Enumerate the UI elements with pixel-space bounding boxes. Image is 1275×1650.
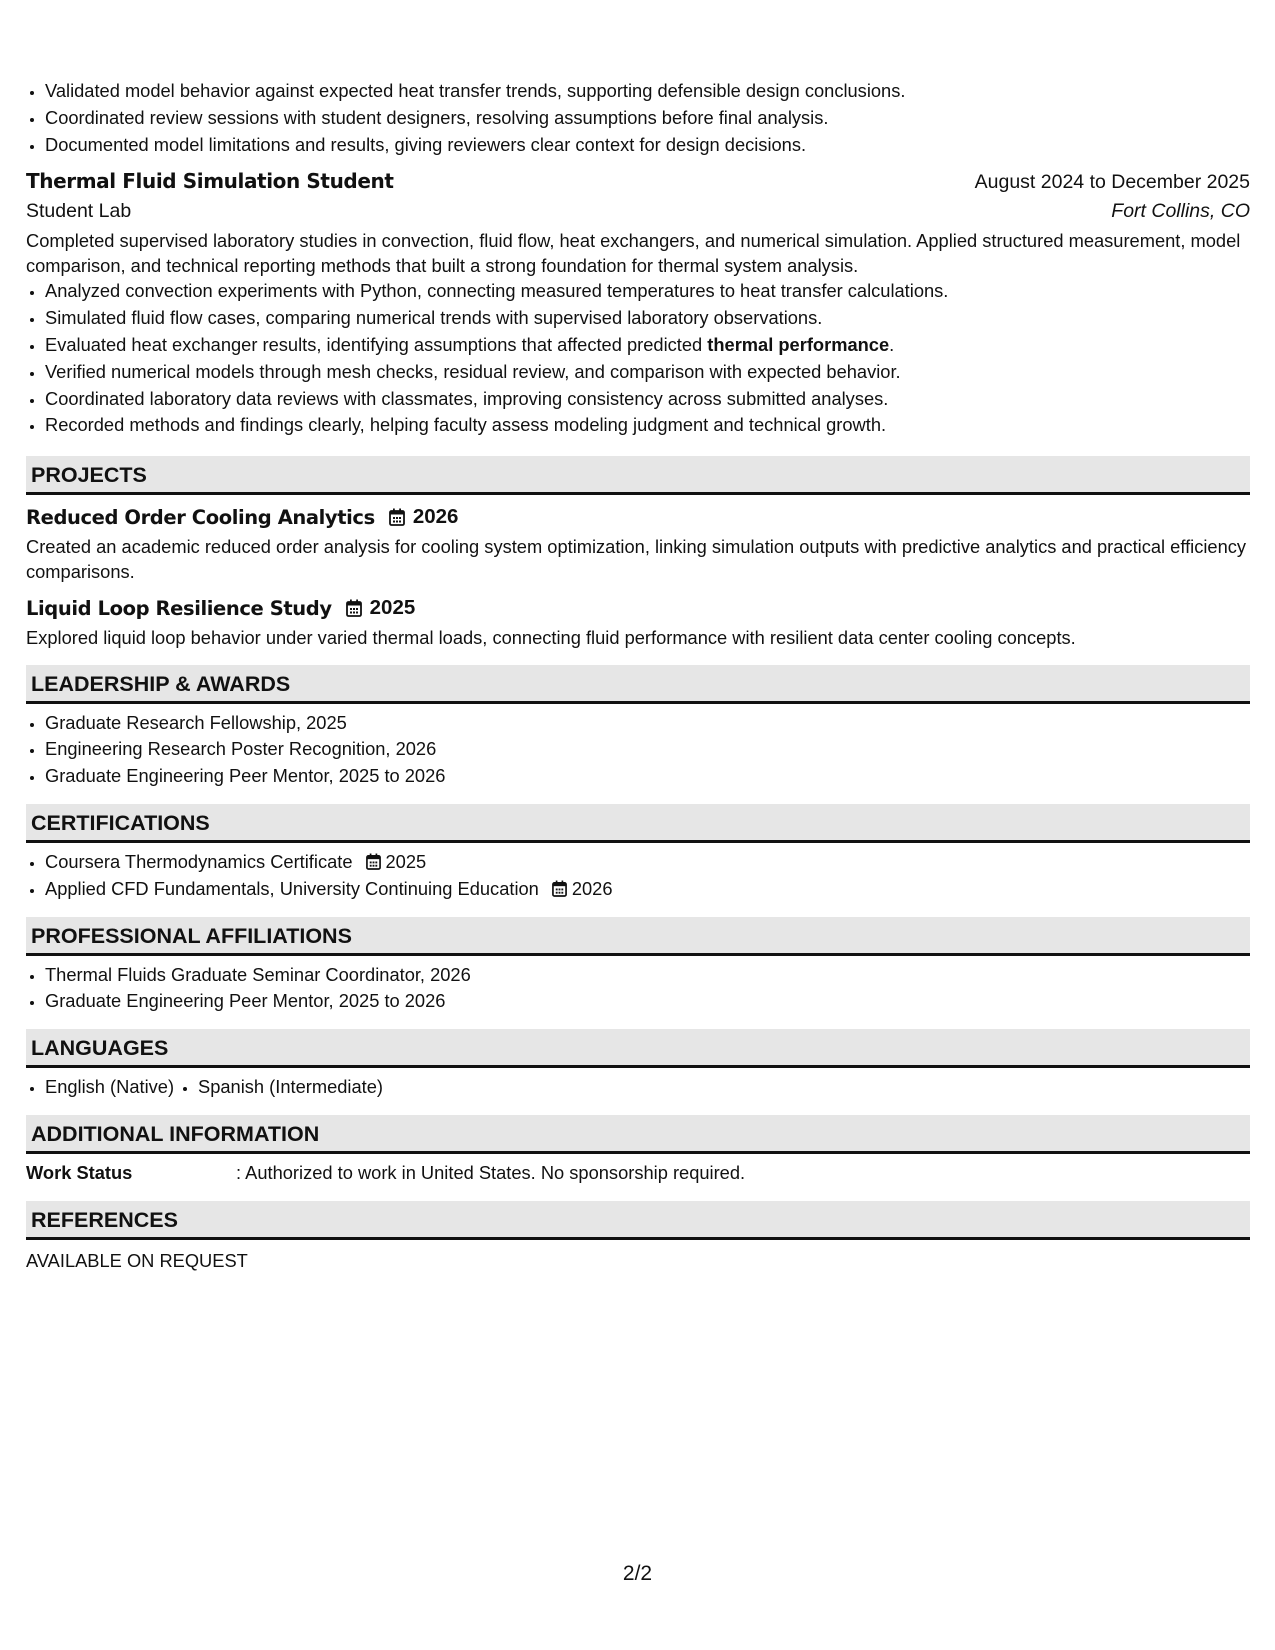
job-organization: Student Lab (26, 200, 132, 223)
list-item: • Graduate Research Fellowship, 2025 (45, 710, 1250, 737)
page-number: 2/2 (622, 1562, 653, 1585)
job-header (26, 169, 1250, 194)
work-status-label: Work Status (26, 1162, 133, 1184)
list-item-text: Evaluated heat exchanger results, identifying assumptions that affected predicted (45, 333, 708, 355)
project-entry (26, 505, 1250, 584)
list-item: • Analyzed convection experiments with Python, connecting measured temperatures to heat transfer calculations. (45, 278, 1250, 305)
list-item: • Coordinated review sessions with student designers, resolving assumptions before final analysis. (45, 105, 1250, 132)
certification-year: 2026 (571, 877, 613, 899)
certification-year: 2025 (385, 851, 427, 873)
list-item: • Simulated fluid flow cases, comparing numerical trends with supervised laboratory observations. (45, 305, 1250, 332)
certification-name: Coursera Thermodynamics Certificate (45, 851, 353, 873)
list-item: • Spanish (Intermediate) (198, 1074, 383, 1101)
job-summary: Completed supervised laboratory studies in convection, fluid flow, heat exchangers, and numerical simulation. Applied structured measurement, model comparison, and technical reporting methods that built a strong foundation for thermal system analysis. (26, 230, 1241, 276)
section-heading-additional-information: ADDITIONAL INFORMATION (26, 1115, 1250, 1154)
resume-page (26, 78, 1250, 1272)
section-heading-certifications: CERTIFICATIONS (26, 804, 1250, 843)
calendar-icon (389, 508, 405, 526)
list-item: • Documented model limitations and results, giving reviewers clear context for design decisions. (45, 132, 1250, 159)
project-name: Reduced Order Cooling Analytics (26, 505, 375, 529)
references-text: AVAILABLE ON REQUEST (26, 1250, 248, 1272)
experience-bullets-continued (26, 78, 1250, 158)
list-item: • Graduate Engineering Peer Mentor, 2025 to 2026 (45, 763, 1250, 790)
job-location: Fort Collins, CO (1111, 200, 1250, 223)
section-heading-references: REFERENCES (26, 1201, 1250, 1240)
list-item: • Verified numerical models through mesh checks, residual review, and comparison with expected behavior. (45, 359, 1250, 386)
list-item (45, 849, 1250, 876)
work-status-row (26, 1162, 1250, 1184)
project-year: 2025 (369, 596, 416, 620)
affiliations-list (26, 962, 1250, 1016)
list-item: • English (Native) (45, 1074, 174, 1101)
project-description: Created an academic reduced order analysis for cooling system optimization, linking simulation outputs with predictive analytics and practical efficiency comparisons. (26, 536, 1247, 582)
list-item (45, 332, 1250, 359)
list-item: • Engineering Research Poster Recognition, 2026 (45, 736, 1250, 763)
section-heading-languages: LANGUAGES (26, 1029, 1250, 1068)
list-item: • Graduate Engineering Peer Mentor, 2025 to 2026 (45, 988, 1250, 1015)
project-header (26, 505, 1250, 529)
project-header (26, 596, 1250, 620)
project-entry (26, 596, 1250, 651)
work-status-value: : Authorized to work in United States. No sponsorship required. (236, 1162, 746, 1184)
leadership-list (26, 710, 1250, 790)
calendar-icon (552, 880, 567, 897)
list-item-suffix: . (889, 333, 895, 355)
project-description: Explored liquid loop behavior under varied thermal loads, connecting fluid performance with resilient data center cooling concepts. (26, 627, 1076, 649)
section-heading-affiliations: PROFESSIONAL AFFILIATIONS (26, 917, 1250, 956)
calendar-icon (366, 853, 381, 870)
languages-list (26, 1074, 1250, 1101)
list-item (45, 876, 1250, 903)
job-bullets (26, 278, 1250, 439)
list-item: • Thermal Fluids Graduate Seminar Coordinator, 2026 (45, 962, 1250, 989)
project-name: Liquid Loop Resilience Study (26, 596, 332, 620)
list-item: • Validated model behavior against expected heat transfer trends, supporting defensible design conclusions. (45, 78, 1250, 105)
job-subheader (26, 200, 1250, 223)
list-item: • Recorded methods and findings clearly, helping faculty assess modeling judgment and technical growth. (45, 412, 1250, 439)
section-heading-leadership: LEADERSHIP & AWARDS (26, 665, 1250, 704)
job-entry (26, 169, 1250, 439)
section-heading-projects: PROJECTS (26, 456, 1250, 495)
job-title: Thermal Fluid Simulation Student (26, 169, 394, 194)
calendar-icon (346, 599, 362, 617)
certifications-list (26, 849, 1250, 903)
job-dates: August 2024 to December 2025 (974, 171, 1250, 194)
list-item: • Coordinated laboratory data reviews with classmates, improving consistency across submitted analyses. (45, 386, 1250, 413)
certification-name: Applied CFD Fundamentals, University Continuing Education (45, 877, 539, 899)
bold-phrase: thermal performance (707, 333, 890, 355)
project-year: 2026 (412, 505, 459, 529)
